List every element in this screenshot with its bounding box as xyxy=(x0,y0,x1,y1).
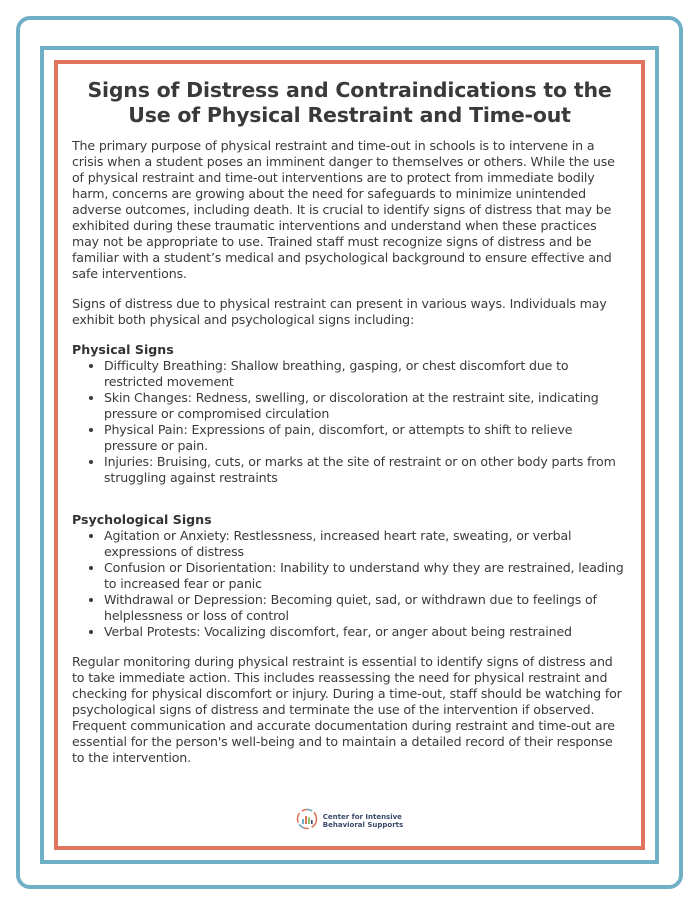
ncii-logo-icon xyxy=(296,808,318,834)
logo-text xyxy=(323,813,403,829)
psychological-signs-heading: Psychological Signs xyxy=(72,512,212,527)
list-item: • Skin Changes: Redness, swelling, or discoloration at the restraint site, indicating pressure or compromised circulation xyxy=(104,390,627,422)
list-item: • Confusion or Disorientation: Inability to understand why they are restrained, leading to increased fear or panic xyxy=(104,560,627,592)
list-item: • Injuries: Bruising, cuts, or marks at the site of restraint or on other body parts from struggling against restraints xyxy=(104,454,627,486)
list-item: • Agitation or Anxiety: Restlessness, increased heart rate, sweating, or verbal expressions of distress xyxy=(104,528,627,560)
intro-paragraph-1: The primary purpose of physical restraint and time-out in schools is to intervene in a crisis when a student poses an imminent danger to themselves or others. While the use of physical restraint and time-out interventions are to protect from immediate bodily harm, concerns are growing about the need for safeguards to minimize unintended adverse outcomes, including death. It is crucial to identify signs of distress that may be exhibited during these traumatic interventions and understand when these practices may not be appropriate to use. Trained staff must recognize signs of distress and be familiar with a student’s medical and psychological background to ensure effective and safe interventions. xyxy=(72,138,615,281)
page-title: Signs of Distress and Contraindications to the Use of Physical Restraint and Time-out xyxy=(87,78,612,127)
logo-line-1: Center for Intensive xyxy=(322,813,402,821)
intro-paragraph-2: Signs of distress due to physical restraint can present in various ways. Individuals may exhibit both physical and psychological signs including: xyxy=(72,296,607,327)
list-item: • Verbal Protests: Vocalizing discomfort, fear, or anger about being restrained xyxy=(104,624,627,640)
content-frame xyxy=(54,60,645,850)
physical-signs-list xyxy=(72,358,627,486)
psychological-signs-list xyxy=(72,528,627,640)
closing-paragraph: Regular monitoring during physical restraint is essential to identify signs of distress and to take immediate action. This includes reassessing the need for physical restraint and checking for physical discomfort or injury. During a time-out, staff should be watching for psychological signs of distress and terminate the use of the intervention if observed. Frequent communication and accurate documentation during restraint and time-out are essential for the person's well-being and to maintain a detailed record of their response to the intervention. xyxy=(72,654,622,765)
physical-signs-heading: Physical Signs xyxy=(72,342,174,357)
list-item: • Physical Pain: Expressions of pain, discomfort, or attempts to shift to relieve pressure or pain. xyxy=(104,422,627,454)
list-item: • Withdrawal or Depression: Becoming quiet, sad, or withdrawn due to feelings of helplessness or loss of control xyxy=(104,592,627,624)
logo-line-2: Behavioral Supports xyxy=(322,821,404,829)
list-item: • Difficulty Breathing: Shallow breathing, gasping, or chest discomfort due to restricted movement xyxy=(104,358,627,390)
organization-logo xyxy=(58,808,641,834)
